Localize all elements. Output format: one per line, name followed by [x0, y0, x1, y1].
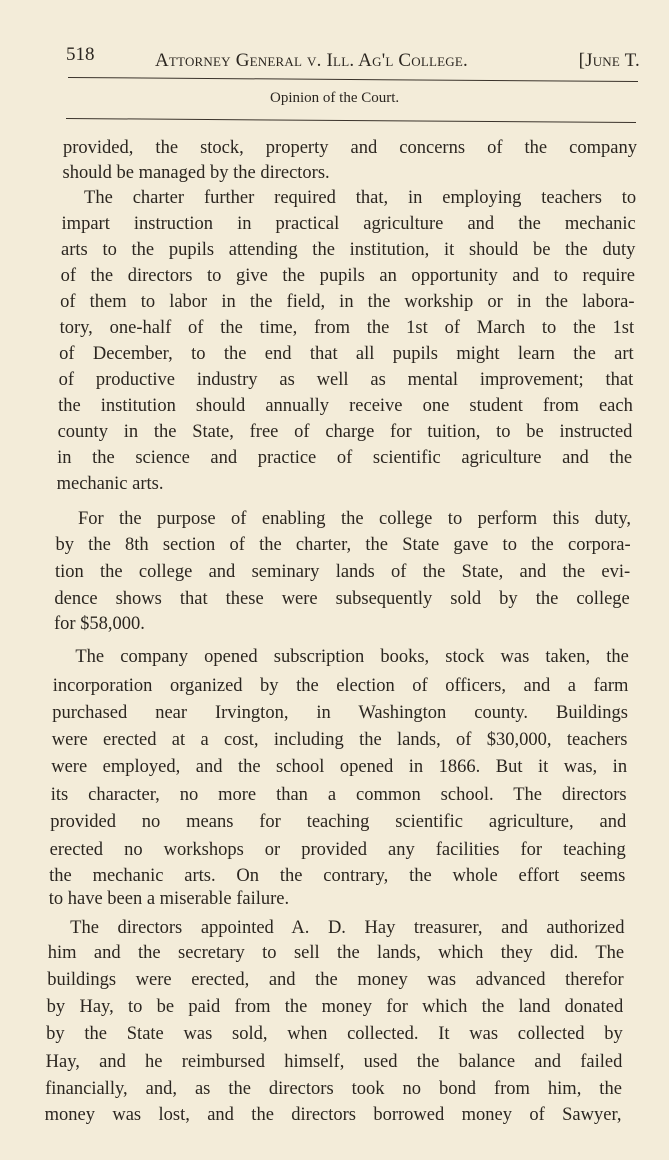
text-line: its character, no more than a common school. The directors — [50, 785, 627, 805]
text-line: of the directors to give the pupils an opportunity and to require — [60, 266, 635, 286]
text-line: tory, one-half of the time, from the 1st of March to the 1st — [59, 318, 635, 338]
text-line: The charter further required that, in employing teachers to — [84, 188, 637, 208]
text-line: county in the State, free of charge for tuition, to be instructed — [57, 422, 633, 442]
text-line: dence shows that these were subsequently sold by the college — [54, 589, 630, 609]
text-line: in the science and practice of scientific agriculture and the — [57, 448, 633, 468]
text-line: purchased near Irvington, in Washington county. Buildings — [52, 703, 628, 723]
text-line: to have been a miserable failure. — [48, 889, 290, 909]
text-line: erected no workshops or provided any facilities for teaching — [49, 840, 626, 860]
text-line: of productive industry as well as mental improvement; that — [58, 370, 634, 390]
text-line: the mechanic arts. On the contrary, the whole effort seems — [49, 866, 626, 886]
text-line: incorporation organized by the election of officers, and a farm — [52, 676, 629, 696]
case-title: Attorney General v. Ill. Ag'l College. — [155, 50, 468, 71]
text-line: money was lost, and the directors borrowed money of Sawyer, — [44, 1105, 622, 1125]
text-line: by Hay, to be paid from the money for which the land donated — [46, 997, 624, 1017]
text-line: of December, to the end that all pupils might learn the art — [59, 344, 634, 364]
text-line: of them to labor in the field, in the workship or in the labora- — [60, 292, 635, 312]
text-line: The directors appointed A. D. Hay treasurer, and authorized — [70, 918, 625, 938]
text-line: impart instruction in practical agriculture and the mechanic — [61, 214, 636, 234]
text-line: Hay, and he reimbursed himself, used the balance and failed — [45, 1052, 623, 1072]
text-line: provided, the stock, property and concerns of the company — [63, 138, 637, 158]
text-line: provided no means for teaching scientific agriculture, and — [50, 812, 627, 832]
header-rule — [68, 77, 638, 82]
text-line: for $58,000. — [53, 614, 145, 634]
text-line: were employed, and the school opened in 1866. But it was, in — [51, 757, 628, 777]
page-number: 518 — [66, 44, 95, 65]
text-line: For the purpose of enabling the college to perform this duty, — [77, 509, 632, 529]
text-line: The company opened subscription books, stock was taken, the — [75, 647, 629, 667]
section-heading: Opinion of the Court. — [270, 90, 400, 106]
section-rule — [66, 118, 636, 123]
text-line: by the State was sold, when collected. It was collected by — [46, 1024, 623, 1044]
text-line: him and the secretary to sell the lands, which they did. The — [47, 943, 625, 963]
text-line: arts to the pupils attending the institution, it should be the duty — [61, 240, 636, 260]
text-line: the institution should annually receive one student from each — [58, 396, 633, 416]
term-label: [June T. — [578, 50, 640, 71]
text-line: buildings were erected, and the money was advanced therefor — [47, 970, 624, 990]
text-line: should be managed by the directors. — [62, 163, 330, 183]
running-head — [155, 50, 640, 72]
text-line: by the 8th section of the charter, the State gave to the corpora- — [55, 535, 631, 555]
text-line: mechanic arts. — [56, 474, 164, 494]
text-line: were erected at a cost, including the lands, of $30,000, teachers — [51, 730, 628, 750]
text-line: financially, and, as the directors took no bond from him, the — [45, 1079, 622, 1099]
text-line: tion the college and seminary lands of the State, and the evi- — [54, 562, 631, 582]
